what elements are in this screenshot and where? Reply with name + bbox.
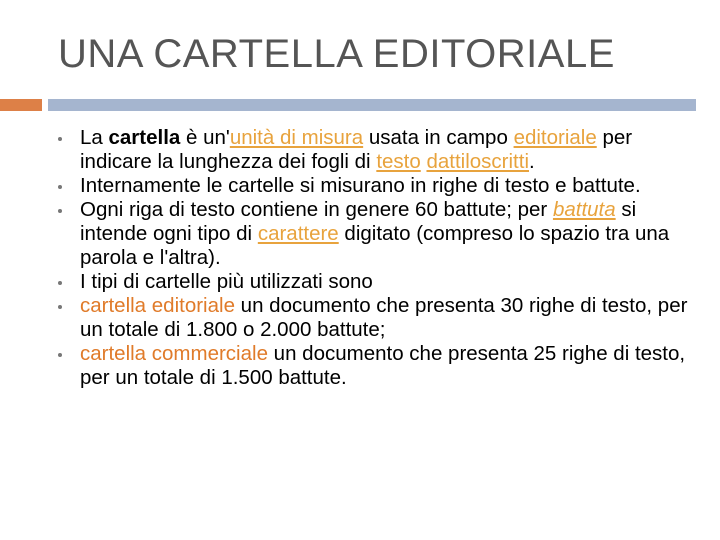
text-run-bold: cartella <box>108 126 181 149</box>
text-run: un documento che presenta 30 righe di testo, per un totale di 1.800 o 2.000 battute; <box>80 294 688 341</box>
list-item <box>58 126 688 174</box>
link-carattere[interactable]: carattere <box>257 222 339 245</box>
list-item <box>58 270 688 294</box>
highlight-cartella-commerciale: cartella commerciale <box>80 342 268 365</box>
text-run: un documento che presenta 25 righe di testo, per un totale di 1.500 battute. <box>80 342 686 389</box>
highlight-cartella-editoriale: cartella editoriale <box>80 294 235 317</box>
list-item <box>58 198 688 270</box>
bullet-list <box>58 126 688 390</box>
accent-bar-blue <box>48 99 696 111</box>
text-run: digitato (compreso lo spazio tra una parola e l'altra). <box>80 222 670 269</box>
bullet-dot-icon <box>58 353 62 357</box>
bullet-dot-icon <box>58 281 62 285</box>
slide-title: UNA CARTELLA EDITORIALE <box>58 32 615 76</box>
text-run: Ogni riga di testo contiene in genere 60 battute; per <box>80 198 553 221</box>
text-run: è un' <box>180 126 230 149</box>
text-run: I tipi di cartelle più utilizzati sono <box>80 270 373 293</box>
bullet-dot-icon <box>58 305 62 309</box>
link-battuta[interactable]: battuta <box>552 198 616 221</box>
link-editoriale[interactable]: editoriale <box>513 126 597 149</box>
list-item <box>58 342 688 390</box>
text-run: usata in campo <box>363 126 514 149</box>
link-unita-di-misura[interactable]: unità di misura <box>229 126 364 149</box>
text-run: . <box>529 150 535 173</box>
accent-bar-orange <box>0 99 42 111</box>
text-run: per indicare la lunghezza dei fogli di <box>80 126 633 173</box>
link-testo[interactable]: testo <box>376 150 421 173</box>
list-item <box>58 294 688 342</box>
list-item <box>58 174 688 198</box>
link-dattiloscritti[interactable]: dattiloscritti <box>426 150 529 173</box>
text-run: Internamente le cartelle si misurano in righe di testo e battute. <box>80 174 641 197</box>
bullet-dot-icon <box>58 185 62 189</box>
text-run: La <box>80 126 109 149</box>
bullet-dot-icon <box>58 209 62 213</box>
bullet-dot-icon <box>58 137 62 141</box>
text-run: si intende ogni tipo di <box>80 198 637 245</box>
